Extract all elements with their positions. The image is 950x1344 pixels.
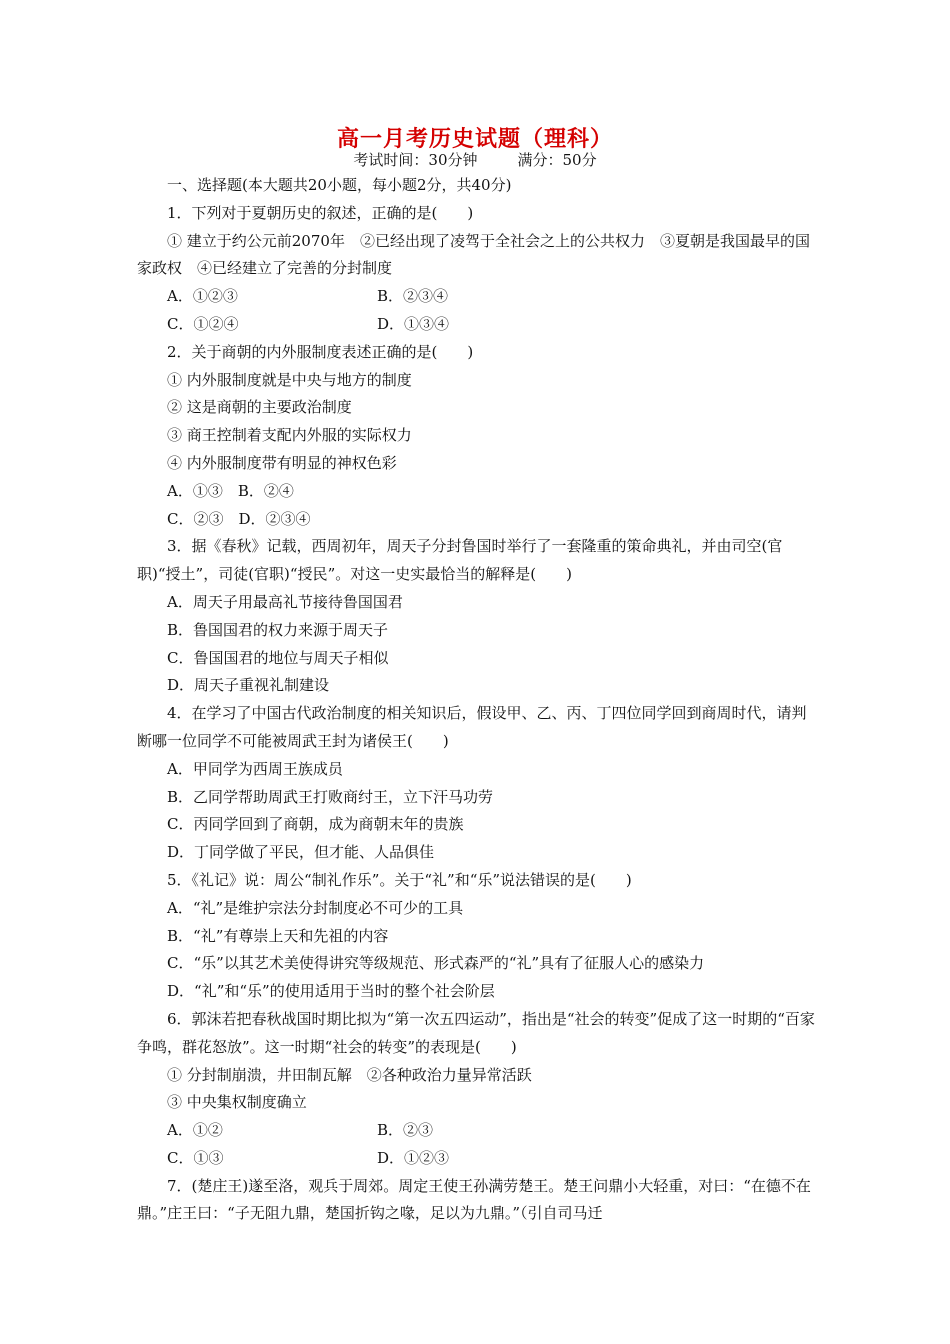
q1-statements: ① 建立于约公元前2070年 ②已经出现了凌驾于全社会之上的公共权力 ③夏朝是我国最早的国家政权 ④已经建立了完善的分封制度 [137, 231, 810, 278]
q6-options-cd [137, 1145, 817, 1173]
q2-statement-1: ① 内外服制度就是中央与地方的制度 [167, 370, 412, 389]
q6-option-c: C．①③ [167, 1148, 224, 1167]
q7-stem: 7．(楚庄王)遂至洛，观兵于周郊。周定王使王孙满劳楚王。楚王问鼎小大轻重，对曰：“在德不在鼎。”庄王曰：“子无阻九鼎，楚国折钩之喙，足以为九鼎。”（引自司马迁 [137, 1176, 811, 1223]
q6-statement-1: ① 分封制崩溃，井田制瓦解 ②各种政治力量异常活跃 [167, 1065, 532, 1084]
exam-body [137, 172, 817, 1228]
q1-options-ab [137, 283, 817, 311]
q3-option-a: A．周天子用最高礼节接待鲁国国君 [167, 592, 403, 611]
q3-option-b: B．鲁国国君的权力来源于周天子 [167, 620, 389, 639]
q4-stem: 4．在学习了中国古代政治制度的相关知识后，假设甲、乙、丙、丁四位同学回到商周时代，请判断哪一位同学不可能被周武王封为诸侯王( ) [137, 704, 807, 750]
q6-stem: 6．郭沫若把春秋战国时期比拟为“第一次五四运动”，指出是“社会的转变”促成了这一时期的“百家争鸣，群花怒放”。这一时期“社会的转变”的表现是( ) [137, 1009, 815, 1056]
q5-option-d: D．“礼”和“乐”的使用适用于当时的整个社会阶层 [167, 982, 495, 1001]
full-score: 满分：50分 [517, 151, 597, 169]
q2-statement-3: ③ 商王控制着支配内外服的实际权力 [167, 426, 412, 445]
q4-option-a: A．甲同学为西周王族成员 [167, 759, 343, 778]
q3-option-d: D．周天子重视礼制建设 [167, 676, 330, 695]
q1-option-b: B．②③④ [377, 287, 449, 306]
q2-options-cd: C．②③ D．②③④ [167, 509, 311, 528]
q1-option-a: A．①②③ [167, 287, 238, 306]
q4-option-b: B．乙同学帮助周武王打败商纣王，立下汗马功劳 [167, 787, 494, 806]
q1-options-cd [137, 311, 817, 339]
q6-option-a: A．①② [167, 1121, 223, 1140]
q2-options-ab: A．①③ B．②④ [167, 481, 294, 500]
q6-option-d: D．①②③ [377, 1148, 450, 1167]
exam-info [0, 149, 950, 170]
q1-option-d: D．①③④ [377, 314, 450, 333]
q2-statement-4: ④ 内外服制度带有明显的神权色彩 [167, 453, 397, 472]
q6-statement-2: ③ 中央集权制度确立 [167, 1093, 307, 1112]
q1-option-c: C．①②④ [167, 314, 239, 333]
q5-stem: 5．《礼记》说：周公“制礼作乐”。关于“礼”和“乐”说法错误的是( ) [167, 870, 632, 889]
q4-option-c: C．丙同学回到了商朝，成为商朝末年的贵族 [167, 815, 464, 834]
q5-option-c: C．“乐”以其艺术美使得讲究等级规范、形式森严的“礼”具有了征服人心的感染力 [167, 954, 705, 973]
exam-time: 考试时间：30分钟 [353, 151, 478, 169]
q3-stem: 3．据《春秋》记载，西周初年，周天子分封鲁国时举行了一套隆重的策命典礼，并由司空(官职)“授土”，司徒(官职)“授民”。对这一史实最恰当的解释是( ) [137, 537, 783, 584]
section-heading: 一、选择题(本大题共20小题，每小题2分，共40分) [167, 176, 512, 194]
q1-stem: 1．下列对于夏朝历史的叙述，正确的是( ) [167, 203, 474, 222]
q5-option-b: B．“礼”有尊崇上天和先祖的内容 [167, 926, 389, 945]
q6-options-ab [137, 1117, 817, 1145]
q2-statement-2: ② 这是商朝的主要政治制度 [167, 398, 352, 417]
q4-option-d: D．丁同学做了平民，但才能、人品俱佳 [167, 843, 435, 862]
page-title: 高一月考历史试题（理科） [336, 127, 613, 152]
q3-option-c: C．鲁国国君的地位与周天子相似 [167, 648, 389, 667]
q6-option-b: B．②③ [377, 1121, 434, 1140]
q2-stem: 2．关于商朝的内外服制度表述正确的是( ) [167, 342, 474, 361]
q5-option-a: A．“礼”是维护宗法分封制度必不可少的工具 [167, 898, 464, 917]
